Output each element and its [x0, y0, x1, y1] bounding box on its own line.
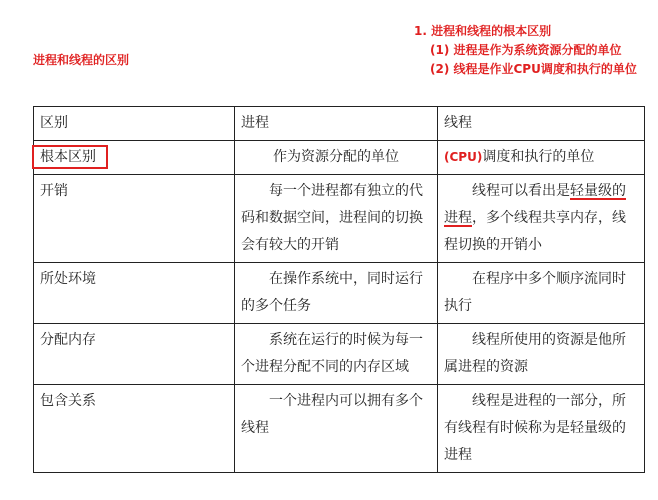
note-heading: 1. 进程和线程的根本区别: [414, 24, 552, 38]
table-row: [34, 263, 645, 324]
comparison-table: [33, 106, 645, 473]
thread-cell: [438, 141, 645, 175]
note-point-2: (2) 线程是作业CPU调度和执行的单位: [430, 62, 637, 76]
thread-cell: 线程所使用的资源是他所属进程的资源: [438, 324, 645, 385]
thread-cell: 在程序中多个顺序流同时执行: [438, 263, 645, 324]
underlined-text: 轻量级的进程: [444, 183, 626, 226]
cpu-tag: (CPU): [444, 150, 483, 164]
table-row: [34, 324, 645, 385]
process-cell: 作为资源分配的单位: [235, 141, 438, 175]
row-label: 所处环境: [34, 263, 235, 324]
process-cell: 一个进程内可以拥有多个线程: [235, 385, 438, 473]
process-cell: 在操作系统中，同时运行的多个任务: [235, 263, 438, 324]
table-row: [34, 141, 645, 175]
section-title: 进程和线程的区别: [33, 53, 130, 67]
note-point-1: (1) 进程是作为系统资源分配的单位: [430, 43, 622, 57]
thread-text: 调度和执行的单位: [482, 149, 595, 165]
highlight-box: 根本区别: [32, 145, 108, 169]
process-cell: 系统在运行的时候为每一个进程分配不同的内存区域: [235, 324, 438, 385]
header-process: 进程: [235, 107, 438, 141]
row-label: 开销: [34, 175, 235, 263]
thread-cell: [438, 175, 645, 263]
row-label: 包含关系: [34, 385, 235, 473]
table-row: [34, 175, 645, 263]
row-label: 分配内存: [34, 324, 235, 385]
header-thread: 线程: [438, 107, 645, 141]
table-row: [34, 385, 645, 473]
thread-cell: 线程是进程的一部分，所有线程有时候称为是轻量级的进程: [438, 385, 645, 473]
process-cell: 每一个进程都有独立的代码和数据空间，进程间的切换会有较大的开销: [235, 175, 438, 263]
thread-text-pre: 线程可以看出是: [472, 183, 570, 199]
annotation-notes: [414, 24, 637, 81]
thread-text-post: ，多个线程共享内存，线程切换的开销小: [444, 210, 626, 253]
table-header-row: [34, 107, 645, 141]
header-difference: 区别: [34, 107, 235, 141]
row-label: [34, 141, 235, 175]
